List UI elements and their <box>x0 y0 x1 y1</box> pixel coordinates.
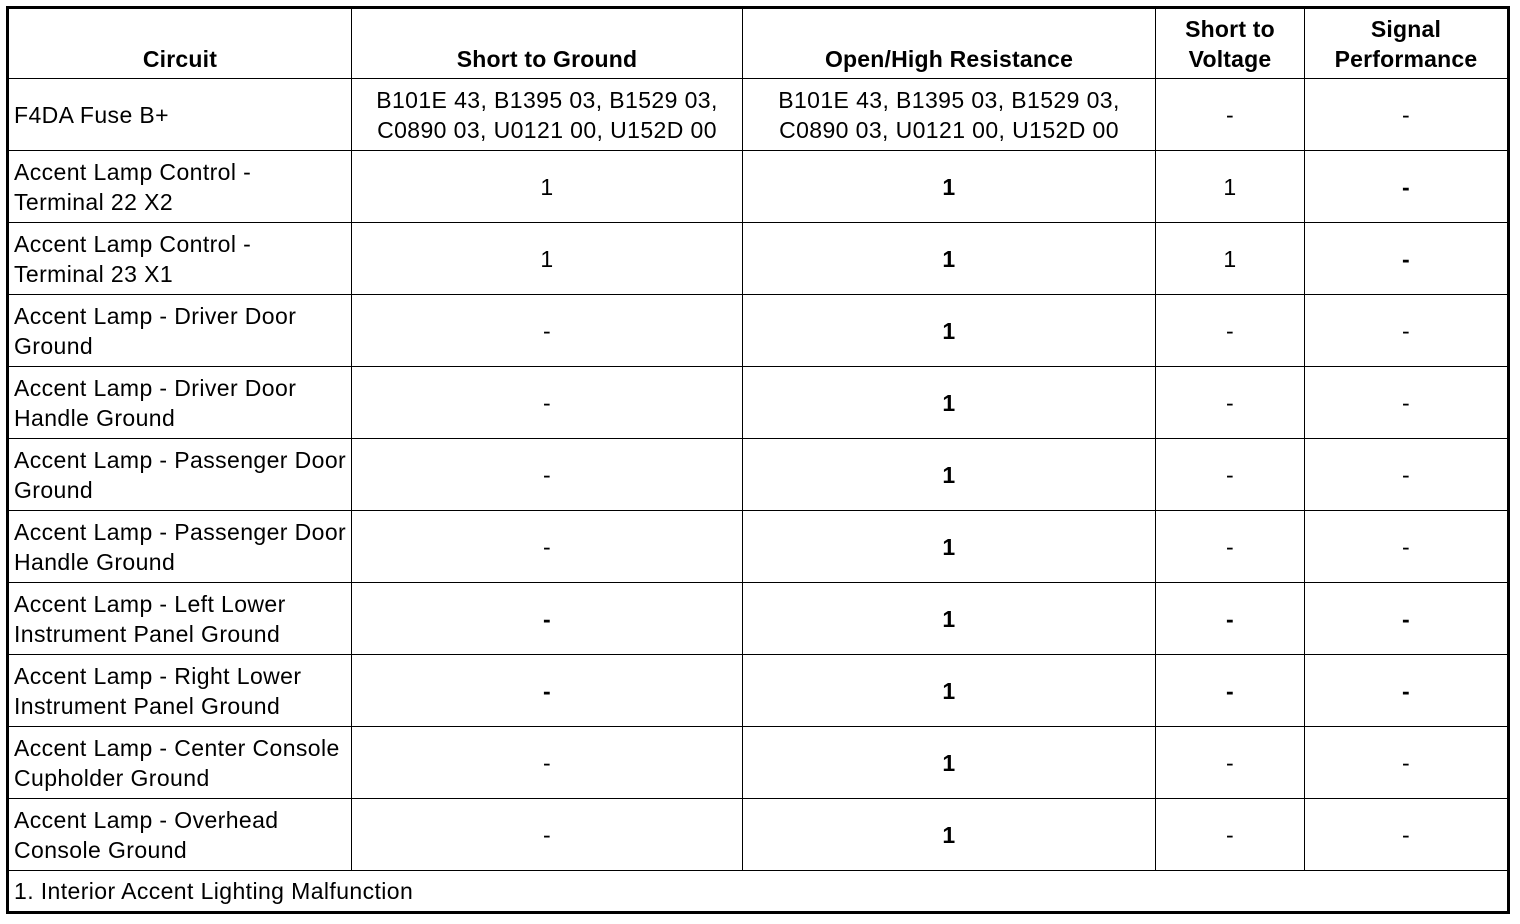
open-high-resistance-cell: 1 <box>743 439 1156 511</box>
short-to-ground-cell: - <box>352 367 743 439</box>
short-to-ground-cell: - <box>352 511 743 583</box>
open-high-resistance-cell: 1 <box>743 583 1156 655</box>
table-row <box>8 223 1509 295</box>
circuit-cell: F4DA Fuse B+ <box>8 79 352 151</box>
table-row <box>8 295 1509 367</box>
circuit-cell: Accent Lamp - Driver Door Handle Ground <box>8 367 352 439</box>
short-to-voltage-cell: - <box>1156 655 1305 727</box>
short-to-ground-cell: - <box>352 583 743 655</box>
circuit-cell: Accent Lamp - Driver Door Ground <box>8 295 352 367</box>
circuit-cell: Accent Lamp Control - Terminal 23 X1 <box>8 223 352 295</box>
signal-performance-cell: - <box>1305 799 1509 871</box>
table-row <box>8 439 1509 511</box>
short-to-voltage-cell: - <box>1156 439 1305 511</box>
table-row <box>8 583 1509 655</box>
circuit-cell: Accent Lamp - Passenger Door Ground <box>8 439 352 511</box>
short-to-ground-cell: B101E 43, B1395 03, B1529 03, C0890 03, U0121 00, U152D 00 <box>352 79 743 151</box>
circuit-cell: Accent Lamp - Right Lower Instrument Panel Ground <box>8 655 352 727</box>
short-to-voltage-cell: - <box>1156 799 1305 871</box>
signal-performance-cell: - <box>1305 655 1509 727</box>
open-high-resistance-cell: 1 <box>743 799 1156 871</box>
short-to-voltage-cell: - <box>1156 367 1305 439</box>
header-signal-performance: Signal Performance <box>1305 8 1509 79</box>
header-row <box>8 8 1509 79</box>
short-to-ground-cell: 1 <box>352 151 743 223</box>
circuit-fault-table <box>6 6 1510 914</box>
signal-performance-cell: - <box>1305 511 1509 583</box>
short-to-ground-cell: - <box>352 439 743 511</box>
footnote: 1. Interior Accent Lighting Malfunction <box>8 871 1509 913</box>
footnote-row <box>8 871 1509 913</box>
short-to-voltage-cell: - <box>1156 295 1305 367</box>
signal-performance-cell: - <box>1305 583 1509 655</box>
table-row <box>8 367 1509 439</box>
open-high-resistance-cell: 1 <box>743 295 1156 367</box>
header-open-high-resistance: Open/High Resistance <box>743 8 1156 79</box>
table-row <box>8 655 1509 727</box>
table-row <box>8 151 1509 223</box>
header-circuit: Circuit <box>8 8 352 79</box>
short-to-ground-cell: - <box>352 655 743 727</box>
short-to-ground-cell: - <box>352 295 743 367</box>
circuit-cell: Accent Lamp - Left Lower Instrument Panel Ground <box>8 583 352 655</box>
short-to-ground-cell: - <box>352 727 743 799</box>
table-row <box>8 79 1509 151</box>
circuit-cell: Accent Lamp - Overhead Console Ground <box>8 799 352 871</box>
circuit-cell: Accent Lamp - Passenger Door Handle Ground <box>8 511 352 583</box>
short-to-voltage-cell: - <box>1156 511 1305 583</box>
open-high-resistance-cell: 1 <box>743 367 1156 439</box>
short-to-ground-cell: 1 <box>352 223 743 295</box>
signal-performance-cell: - <box>1305 727 1509 799</box>
table-row <box>8 799 1509 871</box>
short-to-voltage-cell: 1 <box>1156 223 1305 295</box>
circuit-cell: Accent Lamp Control - Terminal 22 X2 <box>8 151 352 223</box>
signal-performance-cell: - <box>1305 79 1509 151</box>
short-to-ground-cell: - <box>352 799 743 871</box>
circuit-cell: Accent Lamp - Center Console Cupholder Ground <box>8 727 352 799</box>
signal-performance-cell: - <box>1305 367 1509 439</box>
signal-performance-cell: - <box>1305 151 1509 223</box>
signal-performance-cell: - <box>1305 439 1509 511</box>
short-to-voltage-cell: 1 <box>1156 151 1305 223</box>
header-short-to-voltage: Short to Voltage <box>1156 8 1305 79</box>
table-row <box>8 511 1509 583</box>
open-high-resistance-cell: 1 <box>743 151 1156 223</box>
signal-performance-cell: - <box>1305 295 1509 367</box>
open-high-resistance-cell: 1 <box>743 655 1156 727</box>
open-high-resistance-cell: B101E 43, B1395 03, B1529 03, C0890 03, U0121 00, U152D 00 <box>743 79 1156 151</box>
short-to-voltage-cell: - <box>1156 583 1305 655</box>
open-high-resistance-cell: 1 <box>743 511 1156 583</box>
short-to-voltage-cell: - <box>1156 727 1305 799</box>
short-to-voltage-cell: - <box>1156 79 1305 151</box>
open-high-resistance-cell: 1 <box>743 727 1156 799</box>
header-short-to-ground: Short to Ground <box>352 8 743 79</box>
table-row <box>8 727 1509 799</box>
open-high-resistance-cell: 1 <box>743 223 1156 295</box>
signal-performance-cell: - <box>1305 223 1509 295</box>
